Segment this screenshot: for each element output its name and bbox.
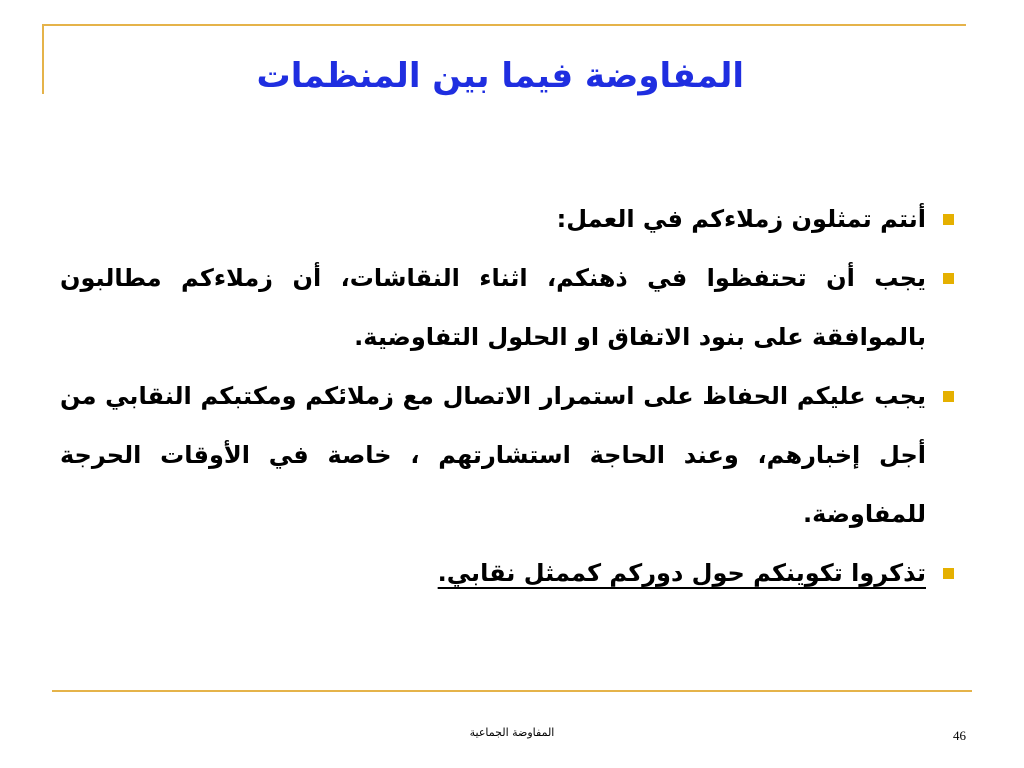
bullet-item-1 bbox=[60, 190, 954, 249]
square-bullet-icon bbox=[943, 391, 954, 402]
bullet-item-4 bbox=[60, 544, 954, 603]
footer-label: المفاوضة الجماعية bbox=[469, 726, 555, 739]
square-bullet-icon bbox=[943, 568, 954, 579]
bullet-text-3: يجب عليكم الحفاظ على استمرار الاتصال مع زملائكم ومكتبكم النقابي من أجل إخبارهم، وعند الحاجة استشارتهم ، خاصة في الأوقات الحرجة للمفاوضة. bbox=[60, 382, 926, 528]
top-border-line bbox=[42, 24, 966, 26]
footer-divider bbox=[52, 690, 972, 692]
square-bullet-icon bbox=[943, 273, 954, 284]
bullet-text-4: تذكروا تكوينكم حول دوركم كممثل نقابي. bbox=[437, 559, 926, 587]
bullet-text-2: يجب أن تحتفظوا في ذهنكم، اثناء النقاشات، أن زملاءكم مطالبون بالموافقة على بنود الاتفاق او الحلول التفاوضية. bbox=[60, 264, 926, 351]
left-border-line bbox=[42, 24, 44, 94]
slide-title: المفاوضة فيما بين المنظمات bbox=[256, 56, 744, 96]
bullet-item-2 bbox=[60, 249, 954, 367]
bullet-list bbox=[60, 190, 954, 603]
bullet-text-1: أنتم تمثلون زملاءكم في العمل: bbox=[556, 205, 926, 233]
bullet-item-3 bbox=[60, 367, 954, 544]
page-number: 46 bbox=[953, 728, 966, 743]
square-bullet-icon bbox=[943, 214, 954, 225]
